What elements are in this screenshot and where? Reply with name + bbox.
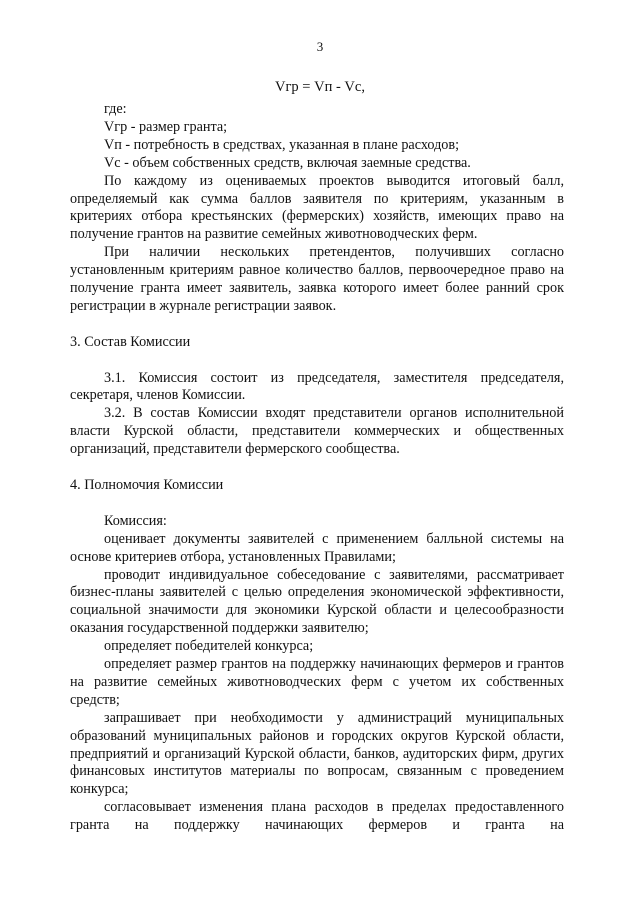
- power-item: согласовывает изменения плана расходов в пределах предоставленного гранта на поддержку начинающих фермеров и гранта на: [70, 799, 564, 834]
- grant-formula: Vгр = Vп - Vс,: [275, 79, 365, 95]
- section-4-intro: Комиссия:: [104, 512, 167, 529]
- power-item: оценивает документы заявителей с применением балльной системы на основе критериев отбора, установленных Правилами;: [70, 530, 564, 565]
- section-4-title: 4. Полномочия Комиссии: [70, 476, 224, 493]
- where-label: где:: [104, 101, 127, 117]
- paragraph-3-1: 3.1. Комиссия состоит из председателя, заместителя председателя, секретаря, членов Комиссии.: [70, 369, 564, 404]
- power-item: проводит индивидуальное собеседование с заявителями, рассматривает бизнес-планы заявителей с целью определения экономической эффективности, социальной значимости для экономики Курской области и целесообразности оказания государственной поддержки заявителю;: [70, 566, 564, 637]
- paragraph-score: По каждому из оцениваемых проектов выводится итоговый балл, определяемый как сумма баллов заявителя по критериям, указанным в критериях отбора крестьянских (фермерских) хозяйств, имеющих право на получение грантов на развитие семейных животноводческих ферм.: [70, 172, 564, 243]
- power-item: определяет размер грантов на поддержку начинающих фермеров и грантов на развитие семейных животноводческих ферм с учетом их собственных средств;: [70, 656, 564, 708]
- definition-vgr: Vгр - размер гранта;: [104, 118, 228, 135]
- definition-vp: Vп - потребность в средствах, указанная в плане расходов;: [104, 136, 460, 153]
- paragraph-3-2: 3.2. В состав Комиссии входят представители органов исполнительной власти Курской области, представители коммерческих и общественных организаций, представители фермерского сообщества.: [70, 405, 564, 458]
- section-3-title: 3. Состав Комиссии: [70, 333, 191, 350]
- paragraph-tie: При наличии нескольких претендентов, получивших согласно установленным критериям равное количество баллов, первоочередное право на получение гранта имеет заявитель, заявка которого имеет более ранний срок регистрации в журнале регистрации заявок.: [70, 244, 564, 314]
- page-number: 3: [316, 39, 324, 54]
- power-item: определяет победителей конкурса;: [104, 638, 314, 655]
- power-item: запрашивает при необходимости у администраций муниципальных образований муниципальных районов и городских округов Курской области, предприятий и организаций Курской области, банков, аудиторских фирм, других финансовых институтов материалы по вопросам, связанным с проведением конкурса;: [70, 709, 564, 798]
- document-body: [70, 101, 564, 835]
- definition-vs: Vс - объем собственных средств, включая заемные средства.: [104, 154, 471, 171]
